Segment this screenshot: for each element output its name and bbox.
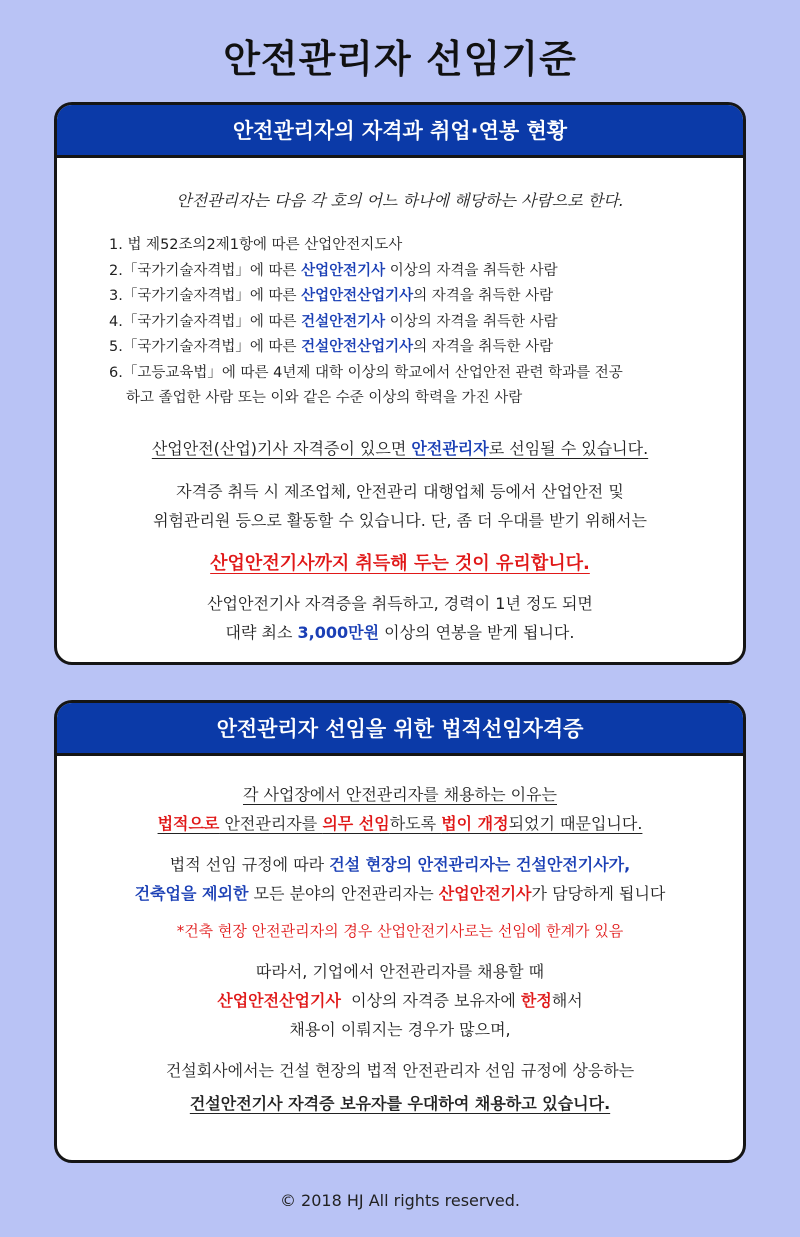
list-item [109,259,743,285]
item-text: 6.「고등교육법」에 따른 4년제 대학 이상의 학교에서 산업안전 관련 학과를 전공 [109,364,623,381]
list-item [109,335,743,361]
recommendation-highlight: 산업안전기사까지 취득해 두는 것이 유리합니다. [210,552,590,574]
salary-paragraph [57,589,743,647]
hiring-text: 이상의 자격증 보유자에 [340,991,521,1010]
construction-highlight: 건설안전기사 자격증 보유자를 우대하여 채용하고 있습니다. [189,1094,611,1113]
activity-paragraph [57,477,743,535]
hiring-highlight: 한정 [520,991,552,1010]
item-text: 2.「국가기술자격법」에 따른 [109,262,302,279]
list-item [109,284,743,310]
item-text: 이상의 자격을 취득한 사람 [385,313,558,330]
paragraph-line: 자격증 취득 시 제조업체, 안전관리 대행업체 등에서 산업안전 및 [176,481,624,501]
reason-text: 되었기 때문입니다. [508,814,643,833]
eligibility-statement [57,434,743,463]
item-highlight: 건설안전산업기사 [301,339,414,355]
item-text: 5.「국가기술자격법」에 따른 [109,339,302,355]
paragraph-line: 채용이 이뤄지는 경우가 많으며, [289,1020,511,1039]
regulation-highlight: 건설 현장의 안전관리자는 건설안전기사가, [329,855,631,874]
paragraph-line: 각 사업장에서 안전관리자를 채용하는 이유는 [242,785,557,804]
list-item [109,233,743,259]
construction-paragraph [57,1056,743,1118]
statement-highlight: 안전관리자 [411,438,489,458]
paragraph-line: 따라서, 기업에서 안전관리자를 채용할 때 [255,962,545,981]
salary-text: 이상의 연봉을 받게 됩니다. [379,622,575,642]
intro-text: 안전관리자는 다음 각 호의 어느 하나에 해당하는 사람으로 한다. [176,191,624,210]
item-text: 3.「국가기술자격법」에 따른 [109,288,302,304]
recommendation-text [57,549,743,575]
item-text: 4.「국가기술자격법」에 따른 [109,313,302,330]
reason-text: 안전관리자를 [219,814,323,833]
item-highlight: 산업안전기사 [301,262,386,279]
statement-text: 로 선임될 수 있습니다. [488,438,649,458]
qualification-card [54,102,746,665]
regulation-highlight: 산업안전기사 [438,884,532,903]
hiring-text: 해서 [551,991,583,1010]
paragraph-line: 산업안전기사 자격증을 취득하고, 경력이 1년 정도 되면 [207,593,593,613]
item-text: 하고 졸업한 사람 또는 이와 같은 수준 이상의 학력을 가진 사람 [126,390,523,406]
regulation-text: 가 담당하게 됩니다 [531,884,666,903]
reason-highlight: 법적으로 [157,814,220,833]
salary-text: 대략 최소 [225,622,298,642]
item-text: 이상의 자격을 취득한 사람 [385,262,558,279]
regulation-paragraph [57,850,743,908]
paragraph-line: 위험관리원 등으로 활동할 수 있습니다. 단, 좀 더 우대를 받기 위해서는 [153,510,647,530]
hiring-paragraph [57,957,743,1044]
copyright-footer: © 2018 HJ All rights reserved. [279,1191,521,1210]
item-highlight: 산업안전산업기사 [301,288,414,304]
qualification-list [57,233,743,412]
note-text: *건축 현장 안전관리자의 경우 산업안전기사로는 선임에 한계가 있음 [176,922,624,940]
list-item [109,361,743,387]
item-text: 의 자격을 취득한 사람 [413,288,554,304]
regulation-text: 모든 분야의 안전관리자는 [248,884,439,903]
reason-text: 하도록 [389,814,442,833]
statement-text: 산업안전(산업)기사 자격증이 있으면 [151,438,412,458]
list-item-continued [109,386,743,412]
item-highlight: 건설안전기사 [301,313,386,330]
legal-certification-card-header: 안전관리자 선임을 위한 법적선임자격증 [57,703,743,756]
list-item [109,310,743,336]
reason-highlight: 법이 개정 [441,814,509,833]
regulation-text: 법적 선임 규정에 따라 [169,855,330,874]
page-title: 안전관리자 선임기준 [223,37,577,81]
salary-highlight: 3,000만원 [297,622,380,642]
item-text: 의 자격을 취득한 사람 [413,339,554,355]
paragraph-line: 건설회사에서는 건설 현장의 법적 안전관리자 선임 규정에 상응하는 [165,1061,635,1080]
reason-paragraph [57,780,743,838]
qualification-card-header: 안전관리자의 자격과 취업·연봉 현황 [57,105,743,158]
legal-certification-card [54,700,746,1163]
regulation-highlight: 건축업을 제외한 [134,884,249,903]
reason-highlight: 의무 선임 [322,814,390,833]
paragraph-line [57,618,743,647]
item-text: 1. 법 제52조의2제1항에 따른 산업안전지도사 [109,237,403,253]
hiring-highlight: 산업안전산업기사 [217,991,341,1010]
